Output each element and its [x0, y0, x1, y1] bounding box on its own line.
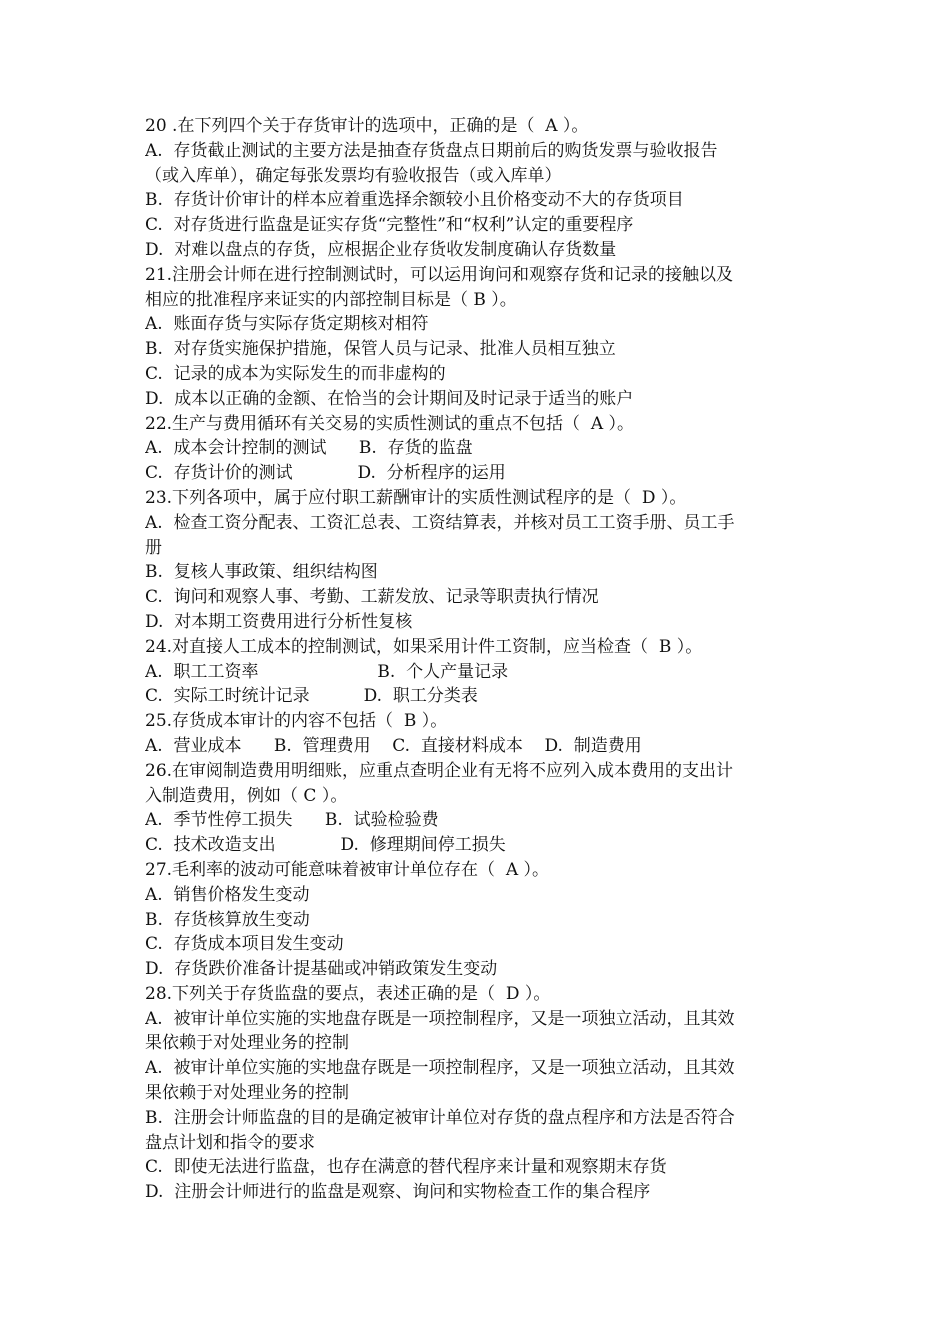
text-line: C. 存货计价的测试 D. 分析程序的运用 — [145, 463, 506, 484]
text-line: B. 存货核算放生变动 — [145, 909, 310, 930]
text-line: 盘点计划和指令的要求 — [145, 1132, 315, 1153]
text-line: D. 对本期工资费用进行分析性复核 — [145, 611, 413, 632]
text-line: A. 检查工资分配表、工资汇总表、工资结算表，并核对员工工资手册、员工手 — [145, 512, 735, 533]
text-line: D. 注册会计师进行的监盘是观察、询问和实物检查工作的集合程序 — [145, 1182, 651, 1203]
text-line: C. 技术改造支出 D. 修理期间停工损失 — [145, 835, 506, 856]
text-line: A. 季节性停工损失 B. 试验检验费 — [145, 810, 439, 831]
text-line: C. 即使无法进行监盘，也存在满意的替代程序来计量和观察期末存货 — [145, 1157, 667, 1178]
text-line: C. 询问和观察人事、考勤、工薪发放、记录等职责执行情况 — [145, 587, 599, 608]
text-line: C. 实际工时统计记录 D. 职工分类表 — [145, 686, 478, 707]
text-line: D. 存货跌价准备计提基础或冲销政策发生变动 — [145, 959, 498, 980]
text-line: A. 存货截止测试的主要方法是抽查存货盘点日期前后的购货发票与验收报告 — [145, 140, 718, 161]
text-line: A. 职工工资率 B. 个人产量记录 — [145, 661, 509, 682]
text-line: 相应的批准程序来证实的内部控制目标是（ B ）。 — [145, 289, 517, 310]
text-line: A. 账面存货与实际存货定期核对相符 — [145, 314, 429, 335]
text-line: 27.毛利率的波动可能意味着被审计单位存在（ A ）。 — [145, 859, 550, 880]
text-line: A. 被审计单位实施的实地盘存既是一项控制程序，又是一项独立活动，且其效 — [145, 1008, 735, 1029]
text-line: B. 注册会计师监盘的目的是确定被审计单位对存货的盘点程序和方法是否符合 — [145, 1107, 735, 1128]
text-line: 入制造费用，例如（ C ）。 — [145, 785, 348, 806]
text-line: 22.生产与费用循环有关交易的实质性测试的重点不包括（ A ）。 — [145, 413, 635, 434]
text-line: B. 对存货实施保护措施，保管人员与记录、批准人员相互独立 — [145, 339, 616, 360]
text-line: C. 对存货进行监盘是证实存货“完整性”和“权利”认定的重要程序 — [145, 215, 634, 236]
text-line: 23.下列各项中，属于应付职工薪酬审计的实质性测试程序的是（ D ）。 — [145, 487, 687, 508]
text-line: 26.在审阅制造费用明细账，应重点查明企业有无将不应列入成本费用的支出计 — [145, 760, 734, 781]
text-line: 册 — [145, 537, 162, 558]
text-line: C. 存货成本项目发生变动 — [145, 934, 344, 955]
text-line: 24.对直接人工成本的控制测试，如果采用计件工资制，应当检查（ B ）。 — [145, 636, 703, 657]
document-page — [145, 114, 810, 1205]
text-line: A. 成本会计控制的测试 B. 存货的监盘 — [145, 438, 473, 459]
text-line: A. 销售价格发生变动 — [145, 884, 310, 905]
text-line: （或入库单），确定每张发票均有验收报告（或入库单） — [145, 165, 562, 186]
text-line: 20 .在下列四个关于存货审计的选项中，正确的是（ A ）。 — [145, 116, 589, 136]
text-line: D. 成本以正确的金额、在恰当的会计期间及时记录于适当的账户 — [145, 388, 634, 409]
text-line: B. 存货计价审计的样本应着重选择余额较小且价格变动不大的存货项目 — [145, 190, 684, 211]
text-line: D. 对难以盘点的存货，应根据企业存货收发制度确认存货数量 — [145, 239, 617, 260]
text-line: 果依赖于对处理业务的控制 — [145, 1083, 349, 1104]
text-line: A. 营业成本 B. 管理费用 C. 直接材料成本 D. 制造费用 — [145, 735, 642, 756]
text-line: 果依赖于对处理业务的控制 — [145, 1033, 349, 1054]
text-line: A. 被审计单位实施的实地盘存既是一项控制程序，又是一项独立活动，且其效 — [145, 1058, 735, 1079]
text-line: 25.存货成本审计的内容不包括（ B ）。 — [145, 711, 448, 732]
text-line: C. 记录的成本为实际发生的而非虚构的 — [145, 363, 446, 384]
text-line: 21.注册会计师在进行控制测试时，可以运用询问和观察存货和记录的接触以及 — [145, 264, 734, 285]
text-line: 28.下列关于存货监盘的要点，表述正确的是（ D ）。 — [145, 983, 551, 1004]
text-line: B. 复核人事政策、组织结构图 — [145, 562, 378, 583]
